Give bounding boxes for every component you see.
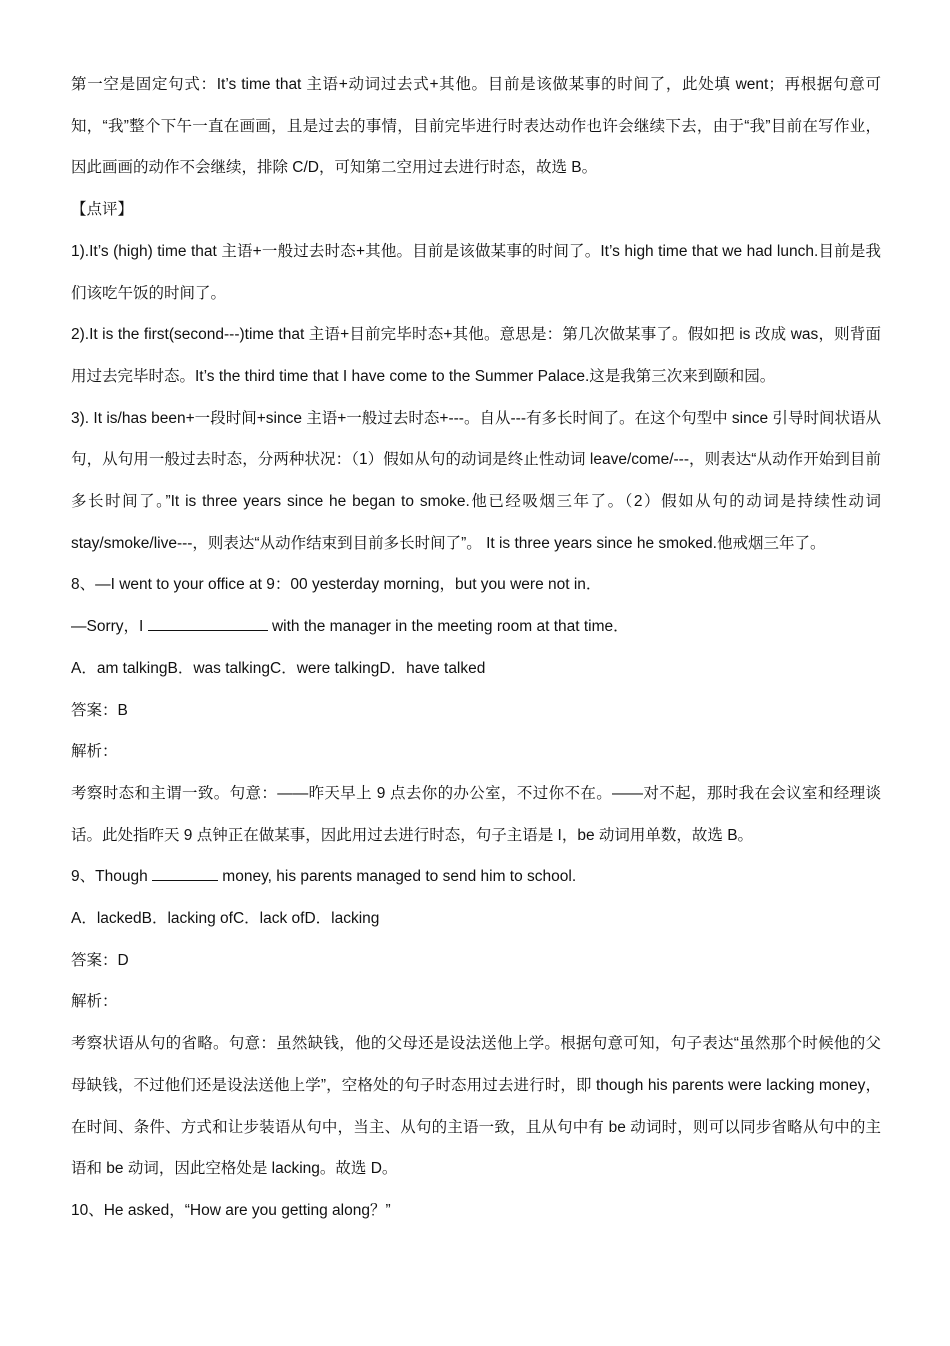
comment-point-2: 2).It is the first(second---)time that 主语+目前完毕时态+其他。意思是：第几次做某事了。假如把 is 改成 was，则背面用过去完毕时态。It’s the third time that I have come to the Summer Palace.这是我第三次来到颐和园。	[71, 326, 881, 385]
comment-point-1: 1).It’s (high) time that 主语+一般过去时态+其他。目前是该做某事的时间了。It’s high time that we had lunch.目前是我们该吃午饭的时间了。	[71, 242, 881, 302]
comment-heading: 【点评】	[71, 201, 134, 219]
question-9-blank	[152, 866, 218, 881]
explanation-paragraph: 第一空是固定句式：It’s time that 主语+动词过去式+其他。目前是该做某事的时间了，此处填 went；再根据句意可知，“我”整个下午一直在画画，且是过去的事情，目前完毕进行时表达动作也许会继续下去，由于“我”目前在写作业，因此画画的动作不会继续，排除 C/D，可知第二空用过去进行时态，故选 B。	[71, 76, 881, 177]
question-9-prompt	[71, 856, 881, 898]
question-8-options: A．am talkingB．was talkingC．were talkingD．have talked	[71, 659, 486, 677]
question-9-options: A．lackedB．lacking ofC．lack ofD．lacking	[71, 910, 380, 928]
question-10-prompt: 10、He asked，“How are you getting along？”	[71, 1201, 391, 1219]
question-9-analysis-label: 解析：	[71, 993, 118, 1011]
question-8-response	[71, 606, 881, 648]
question-9-before-blank: 9、Though	[71, 868, 152, 886]
question-8-analysis: 考察时态和主谓一致。句意：——昨天早上 9 点去你的办公室，不过你不在。——对不起，那时我在会议室和经理谈话。此处指昨天 9 点钟正在做某事，因此用过去进行时态，句子主语是 I，be 动词用单数，故选 B。	[71, 784, 881, 844]
question-8-before-blank: —Sorry，I	[71, 618, 148, 636]
question-8-after-blank: with the manager in the meeting room at that time．	[267, 618, 629, 636]
question-8-prompt: 8、—I went to your office at 9：00 yesterday morning，but you were not in．	[71, 576, 602, 594]
question-9-after-blank: money, his parents managed to send him to school.	[218, 868, 577, 886]
question-9-analysis: 考察状语从句的省略。句意：虽然缺钱，他的父母还是设法送他上学。根据句意可知，句子表达“虽然那个时候他的父母缺钱，不过他们还是设法送他上学”，空格处的句子时态用过去进行时，即 though his parents were lacking money，在时间、条件、方式和让步装语从句中，当主、从句的主语一致，且从句中有 be 动词时，则可以同步省略从句中的主语和 be 动词，因此空格处是 lacking。故选 D。	[71, 1035, 881, 1178]
question-8-blank	[148, 616, 268, 631]
comment-point-3: 3). It is/has been+一段时间+since 主语+一般过去时态+---。自从---有多长时间了。在这个句型中 since 引导时间状语从句，从句用一般过去时态，分两种状况：（1）假如从句的动词是终止性动词 leave/come/---，则表达“从动作开始到目前多长时间了。”It is three years since he began to smoke.他已经吸烟三年了。（2）假如从句的动词是持续性动词 stay/smoke/live---，则表达“从动作结束到目前多长时间了”。 It is three years since he smoked.他戒烟三年了。	[71, 409, 881, 552]
question-8-answer: 答案：B	[71, 701, 128, 719]
question-9-answer: 答案：D	[71, 951, 129, 969]
question-8-analysis-label: 解析：	[71, 743, 118, 761]
document-body	[71, 64, 881, 1232]
